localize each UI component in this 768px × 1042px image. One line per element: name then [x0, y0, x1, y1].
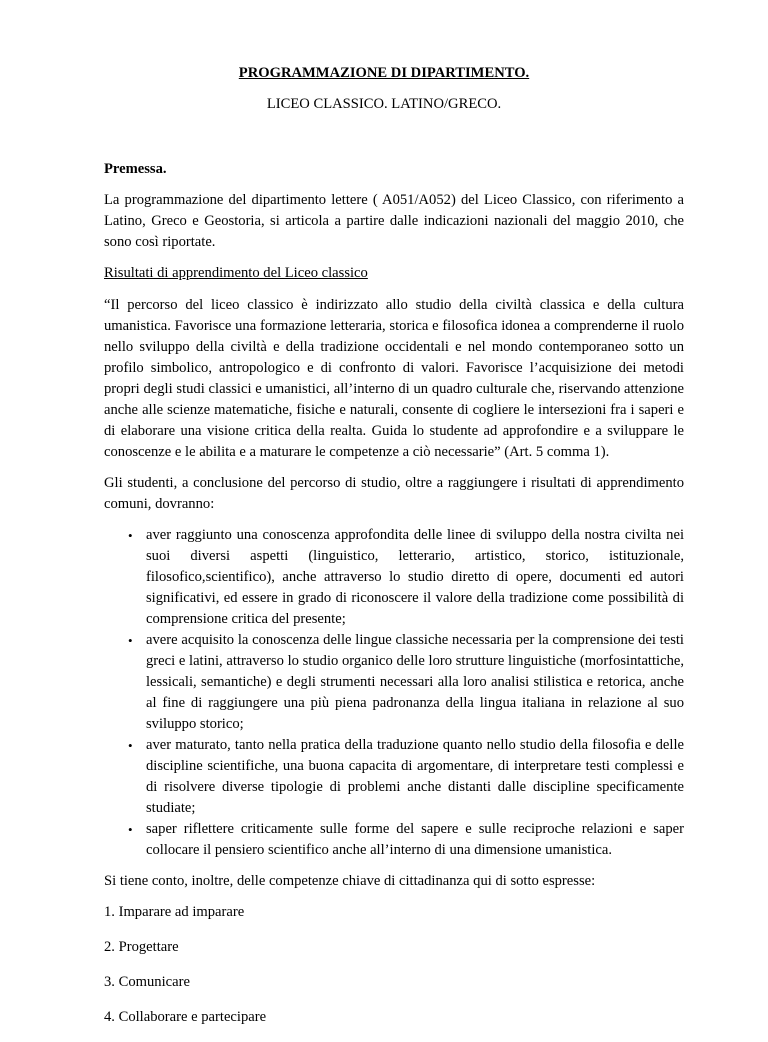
- list-item-text: avere acquisito la conoscenza delle lingue classiche necessaria per la comprensione dei testi greci e latini, attraverso lo studio organico delle loro strutture linguistiche (morfosintattiche, lessicali, semantiche) e degli strumenti necessari alla loro analisi stilistica e retorica, anche al fine di raggiungere una più piena padronanza della lingua italiana in relazione al suo sviluppo storico;: [146, 632, 684, 732]
- bullet-icon: •: [128, 528, 133, 543]
- list-item: [104, 819, 684, 861]
- quote-paragraph: “Il percorso del liceo classico è indirizzato allo studio della civiltà classica e della cultura umanistica. Favorisce una formazione letteraria, storica e filosofica idonea a comprenderne il ruolo nello sviluppo della civiltà e della tradizione occidentali e nel mondo contemporaneo sotto un profilo simbolico, antropologico e di confronto di valori. Favorisce l’acquisizione dei metodi propri degli studi classici e umanistici, all’interno di un quadro culturale che, riservando attenzione anche alle scienze matematiche, fisiche e naturali, consente di cogliere le intersezioni fra i saperi e di elaborare una visione critica della realta. Guida lo studente ad approfondire e a sviluppare le conoscenze e le abilita e a maturare le competenze a ciò necessarie” (Art. 5 comma 1).: [104, 297, 684, 460]
- bullet-icon: •: [128, 738, 133, 753]
- list-item: [104, 630, 684, 735]
- list-item: [104, 525, 684, 630]
- bullet-icon: •: [128, 822, 133, 837]
- document-subtitle: LICEO CLASSICO. LATINO/GRECO.: [266, 96, 502, 112]
- students-paragraph: Gli studenti, a conclusione del percorso di studio, oltre a raggiungere i risultati di apprendimento comuni, dovranno:: [104, 475, 684, 512]
- list-item-text: saper riflettere criticamente sulle forme del sapere e sulle reciproche relazioni e saper collocare il pensiero scientifico anche all’interno di una dimensione umanistica.: [146, 821, 684, 858]
- intro-paragraph: La programmazione del dipartimento lettere ( A051/A052) del Liceo Classico, con riferimento a Latino, Greco e Geostoria, si articola a partire dalle indicazioni nazionali del maggio 2010, che sono così riportate.: [104, 192, 684, 250]
- bullet-icon: •: [128, 633, 133, 648]
- document-body: [104, 159, 684, 1042]
- list-item: [104, 735, 684, 819]
- premessa-heading: Premessa.: [104, 161, 167, 177]
- risultati-heading: Risultati di apprendimento del Liceo classico: [104, 265, 368, 281]
- list-item-text: aver raggiunto una conoscenza approfondita delle linee di sviluppo della nostra civilta nei suoi diversi aspetti (linguistico, letterario, artistico, storico, istituzionale, filosofico,scientifico), anche attraverso lo studio diretto di opere, documenti ed autori significativi, ed essere in grado di riconoscere il valore della tradizione come possibilità di comprensione critica del presente;: [146, 527, 684, 627]
- competenza-item: 2. Progettare: [104, 939, 179, 955]
- document-title: PROGRAMMAZIONE DI DIPARTIMENTO.: [238, 65, 530, 81]
- competenza-item: 3. Comunicare: [104, 974, 190, 990]
- bullet-list: [104, 525, 684, 861]
- competenza-item: 4. Collaborare e partecipare: [104, 1009, 267, 1025]
- list-item-text: aver maturato, tanto nella pratica della traduzione quanto nello studio della filosofia e delle discipline scientifiche, una buona capacita di argomentare, di interpretare testi complessi e di risolvere diverse tipologie di problemi anche distanti dalle discipline specificamente studiate;: [146, 737, 684, 816]
- competenza-item: 1. Imparare ad imparare: [104, 904, 245, 920]
- competenze-paragraph: Si tiene conto, inoltre, delle competenze chiave di cittadinanza qui di sotto espresse:: [104, 873, 596, 889]
